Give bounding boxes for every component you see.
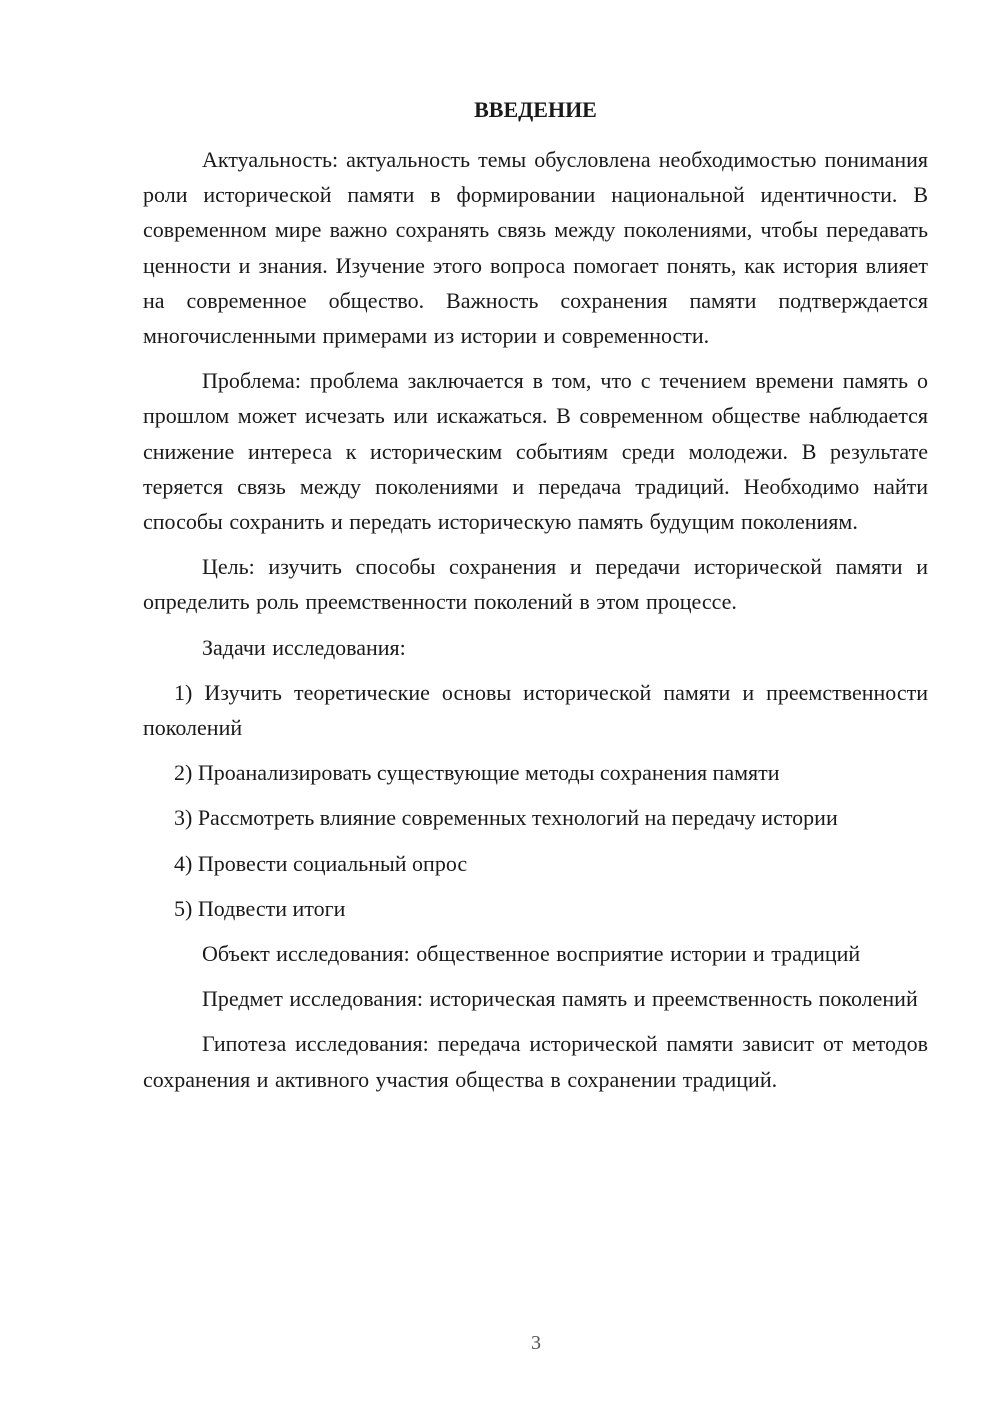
task-item-3: 3) Рассмотреть влияние современных технологий на передачу истории — [174, 805, 838, 831]
paragraph-subject: Предмет исследования: историческая память и преемственность поколений — [202, 986, 918, 1012]
paragraph-relevance: Актуальность: актуальность темы обусловлена необходимостью понимания роли исторической памяти в формировании национальной идентичности. В современном мире важно сохранять связь между поколениями, чтобы передавать ценности и знания. Изучение этого вопроса помогает понять, как история влияет на современное общество. Важность сохранения памяти подтверждается многочисленными примерами из истории и современности. — [143, 147, 928, 349]
paragraph-problem: Проблема: проблема заключается в том, что с течением времени память о прошлом может исчезать или искажаться. В современном обществе наблюдается снижение интереса к историческим событиям среди молодежи. В результате теряется связь между поколениями и передача традиций. Необходимо найти способы сохранить и передать историческую память будущим поколениям. — [143, 368, 928, 535]
paragraph-goal: Цель: изучить способы сохранения и передачи исторической памяти и определить роль преемственности поколений в этом процессе. — [143, 554, 928, 615]
page-content — [143, 94, 928, 1107]
paragraph-object: Объект исследования: общественное восприятие истории и традиций — [202, 941, 861, 967]
task-item-1: 1) Изучить теоретические основы исторической памяти и преемственности поколений — [143, 679, 928, 741]
task-item-2: 2) Проанализировать существующие методы сохранения памяти — [174, 760, 780, 786]
task-item-4: 4) Провести социальный опрос — [174, 850, 468, 876]
paragraph-hypothesis: Гипотеза исследования: передача исторической памяти зависит от методов сохранения и активного участия общества в сохранении традиций. — [143, 1031, 928, 1092]
section-heading: ВВЕДЕНИЕ — [474, 97, 597, 122]
page-number: 3 — [531, 1332, 541, 1354]
paragraph-tasks-intro: Задачи исследования: — [202, 634, 406, 660]
task-item-5: 5) Подвести итоги — [174, 895, 346, 921]
